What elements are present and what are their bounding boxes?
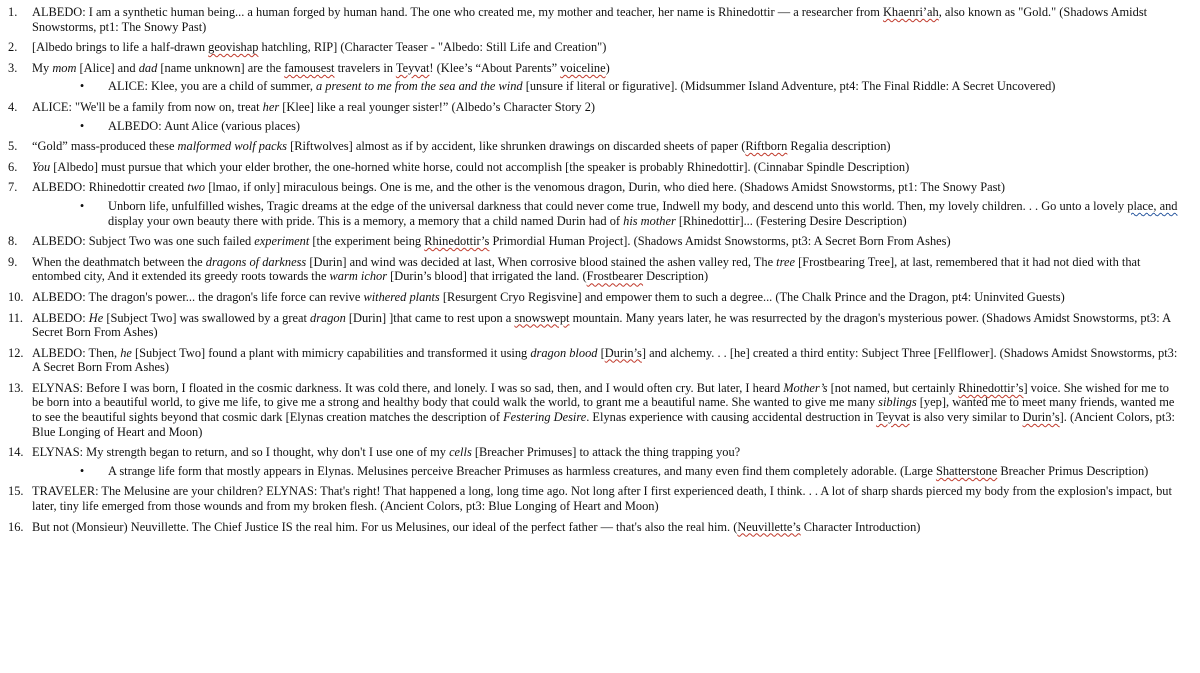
list-item-text xyxy=(32,346,1182,375)
list-item-paragraph: You [Albedo] must pursue that which your elder brother, the one-horned white horse, could not accomplish [the speaker is probably Rhinedottir]. (Cinnabar Spindle Description) xyxy=(32,159,910,174)
list-item xyxy=(8,290,1182,305)
list-item xyxy=(8,40,1182,55)
list-item-text xyxy=(32,381,1182,439)
list-item-number: 5. xyxy=(8,139,18,154)
list-item xyxy=(8,100,1182,133)
list-item-number: 13. xyxy=(8,380,24,395)
list-item xyxy=(8,445,1182,478)
list-item-paragraph: ALBEDO: I am a synthetic human being... a human forged by human hand. The one who created me, my mother and teacher, her name is Rhinedottir — a researcher from Khaenri’ah, also known as "Gold." (Shadows Amidst Snowstorms, pt1: The Snowy Past) xyxy=(32,5,1148,34)
list-item-paragraph: ALBEDO: Rhinedottir created two [lmao, if only] miraculous beings. One is me, and the other is the venomous dragon, Durin, who died here. (Shadows Amidst Snowstorms, pt1: The Snowy Past) xyxy=(32,180,1005,195)
list-item-text xyxy=(32,139,1182,154)
list-item-number: 11. xyxy=(8,310,24,325)
list-item-paragraph: ELYNAS: My strength began to return, and so I thought, why don't I use one of my cells [Breacher Primuses] to attack the thing trapping you? xyxy=(32,445,741,460)
list-item-text xyxy=(32,61,1182,94)
list-item-number: 10. xyxy=(8,289,24,304)
list-item xyxy=(8,381,1182,439)
list-item-paragraph: [Albedo brings to life a half-drawn geovishap hatchling, RIP] (Character Teaser - "Albedo: Still Life and Creation") xyxy=(32,40,607,55)
list-item-number: 12. xyxy=(8,345,24,360)
bullet-icon: • xyxy=(79,198,85,213)
list-item-text xyxy=(32,160,1182,175)
list-item-paragraph: ALBEDO: The dragon's power... the dragon's life force can revive withered plants [Resurgent Cryo Regisvine] and empower them to such a degree... (The Chalk Prince and the Dragon, pt4: Uninvited Guests) xyxy=(32,289,1065,304)
list-item-number: 9. xyxy=(8,254,18,269)
list-item-paragraph: ELYNAS: Before I was born, I floated in the cosmic darkness. It was cold there, and lonely. I was so sad, then, and I would often cry. But later, I heard Mother’s [not named, but certainly Rhinedottir’s] voice. She wished for me to be born into a beautiful world, to give me life, to give me a strong and healthy body that could walk the world, to grant me a beautiful name. She wanted to give me many siblings [yep], wanted me to meet many friends, wanted me to see the beautiful sights beyond that cosmic dark [Elynas creation matches the description of Festering Desire. Elynas experience with causing accidental destruction in Teyvat is also very similar to Durin’s]. (Ancient Colors, pt3: Blue Longing of Heart and Moon) xyxy=(32,380,1175,439)
list-item-number: 6. xyxy=(8,159,18,174)
sub-bullet-item xyxy=(56,79,1182,94)
list-item-number: 8. xyxy=(8,234,18,249)
list-item xyxy=(8,234,1182,249)
list-item xyxy=(8,520,1182,535)
sub-bullet-text: ALBEDO: Aunt Alice (various places) xyxy=(108,118,301,133)
list-item-number: 4. xyxy=(8,99,18,114)
list-item-number: 15. xyxy=(8,484,24,499)
sub-bullet-item xyxy=(56,199,1182,228)
list-item xyxy=(8,180,1182,228)
sub-bullet-text: ALICE: Klee, you are a child of summer, a present to me from the sea and the wind [unsure if literal or figurative]. (Midsummer Island Adventure, pt4: The Final Riddle: A Secret Uncovered) xyxy=(108,79,1056,94)
list-item xyxy=(8,255,1182,284)
list-item-text xyxy=(32,100,1182,133)
list-item-text xyxy=(32,520,1182,535)
list-item-paragraph: But not (Monsieur) Neuvillette. The Chief Justice IS the real him. For us Melusines, our ideal of the perfect father — that's also the real him. (Neuvillette’s Character Introduction) xyxy=(32,519,921,534)
list-item-text xyxy=(32,255,1182,284)
sub-bullet-text: Unborn life, unfulfilled wishes, Tragic dreams at the edge of the universal darkness that could never come true, Indwell my body, and descend unto this world. Then, my lovely children. . . Go unto a lovely place, and display your own beauty there with pride. This is a memory, a memory that a child named Durin had of his mother [Rhinedottir]... (Festering Desire Description) xyxy=(108,198,1178,228)
list-item-text xyxy=(32,445,1182,478)
bullet-icon: • xyxy=(79,463,85,478)
sub-bullet-text: A strange life form that mostly appears in Elynas. Melusines perceive Breacher Primuses as harmless creatures, and many even find them completely adorable. (Large Shatterstone Breacher Primus Description) xyxy=(108,463,1149,478)
list-item-text xyxy=(32,290,1182,305)
list-item-number: 3. xyxy=(8,60,18,75)
list-item-paragraph: ALBEDO: Subject Two was one such failed experiment [the experiment being Rhinedottir’s Primordial Human Project]. (Shadows Amidst Snowstorms, pt3: A Secret Born From Ashes) xyxy=(32,234,951,249)
list-item-text xyxy=(32,484,1182,513)
list-item xyxy=(8,5,1182,34)
list-item-number: 14. xyxy=(8,445,24,460)
list-item-number: 7. xyxy=(8,180,18,195)
list-item xyxy=(8,139,1182,154)
list-item-paragraph: “Gold” mass-produced these malformed wolf packs [Riftwolves] almost as if by accident, like shrunken drawings on discarded sheets of paper (Riftborn Regalia description) xyxy=(32,139,891,154)
list-item-text xyxy=(32,234,1182,249)
list-item xyxy=(8,346,1182,375)
list-item xyxy=(8,61,1182,94)
list-item-number: 16. xyxy=(8,519,24,534)
list-item-paragraph: When the deathmatch between the dragons of darkness [Durin] and wind was decided at last, When corrosive blood stained the ashen valley red, The tree [Frostbearing Tree], at last, remembered that it had not died with that entombed city, And it extended its greedy roots towards the warm ichor [Durin’s blood] that irrigated the land. (Frostbearer Description) xyxy=(32,254,1141,284)
list-item-text xyxy=(32,5,1182,34)
list-item-text xyxy=(32,40,1182,55)
list-item-text xyxy=(32,311,1182,340)
list-item xyxy=(8,311,1182,340)
list-item-paragraph: TRAVELER: The Melusine are your children? ELYNAS: That's right! That happened a long, long time ago. Not long after I first experienced death, I think. . . A lot of sharp shards pierced my body from the explosion's impact, but later, tiny life emerged from those wounds and from my broken flesh. (Ancient Colors, pt3: Blue Longing of Heart and Moon) xyxy=(32,484,1172,514)
list-item-number: 2. xyxy=(8,40,18,55)
list-item-paragraph: ALBEDO: Then, he [Subject Two] found a plant with mimicry capabilities and transformed it using dragon blood [Durin’s] and alchemy. . . [he] created a third entity: Subject Three [Fellflower]. (Shadows Amidst Snowstorms, pt3: A Secret Born From Ashes) xyxy=(32,345,1178,375)
sub-bullet-item xyxy=(56,464,1182,479)
list-item-paragraph: My mom [Alice] and dad [name unknown] are the famousest travelers in Teyvat! (Klee’s “About Parents” voiceline) xyxy=(32,60,610,75)
list-item xyxy=(8,160,1182,175)
sub-bullet-item xyxy=(56,119,1182,134)
list-item xyxy=(8,484,1182,513)
list-item-paragraph: ALBEDO: He [Subject Two] was swallowed by a great dragon [Durin] ]that came to rest upon a snowswept mountain. Many years later, he was resurrected by the dragon's mysterious power. (Shadows Amidst Snowstorms, pt3: A Secret Born From Ashes) xyxy=(32,310,1171,340)
list-item-paragraph: ALICE: "We'll be a family from now on, treat her [Klee] like a real younger sister!” (Albedo’s Character Story 2) xyxy=(32,99,596,114)
bullet-icon: • xyxy=(79,118,85,133)
list-item-number: 1. xyxy=(8,5,18,19)
numbered-list xyxy=(8,5,1182,534)
list-item-text xyxy=(32,180,1182,228)
bullet-icon: • xyxy=(79,79,85,94)
